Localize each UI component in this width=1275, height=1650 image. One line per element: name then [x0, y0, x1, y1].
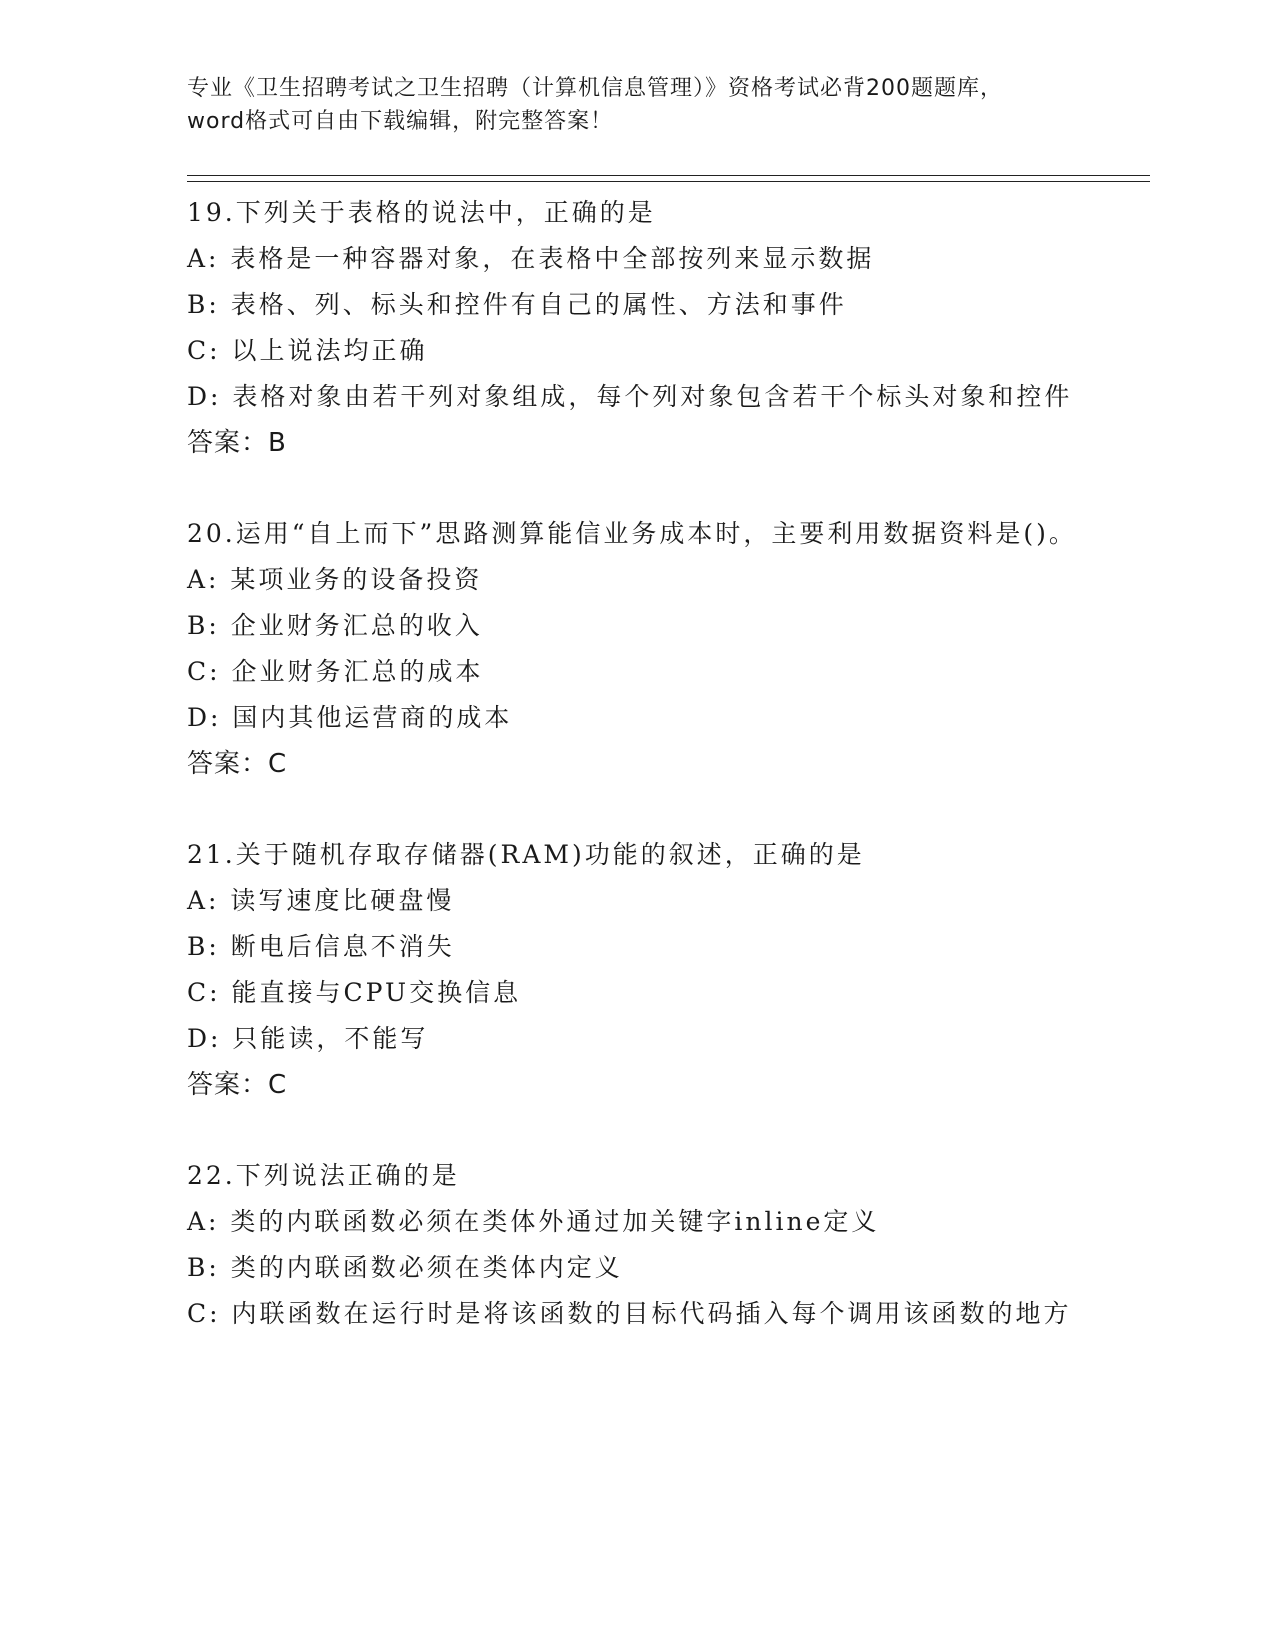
question-stem: 21.关于随机存取存储器(RAM)功能的叙述，正确的是	[187, 840, 865, 869]
header-divider-bottom	[187, 181, 1150, 182]
option-c: C: 能直接与CPU交换信息	[187, 978, 522, 1007]
option-a: A: 读写速度比硬盘慢	[187, 886, 455, 915]
option-c: C: 企业财务汇总的成本	[187, 657, 484, 686]
header-divider-top	[187, 175, 1150, 176]
option-b: B: 断电后信息不消失	[187, 932, 455, 961]
option-d: D: 表格对象由若干列对象组成，每个列对象包含若干个标头对象和控件	[187, 382, 1073, 411]
answer-line: 答案：C	[187, 1070, 288, 1100]
option-b: B: 表格、列、标头和控件有自己的属性、方法和事件	[187, 290, 847, 319]
option-d: D: 只能读，不能写	[187, 1024, 429, 1053]
option-c: C: 内联函数在运行时是将该函数的目标代码插入每个调用该函数的地方	[187, 1299, 1072, 1328]
question-21	[187, 832, 1077, 1108]
question-20	[187, 511, 1077, 787]
option-c: C: 以上说法均正确	[187, 336, 428, 365]
option-b: B: 类的内联函数必须在类体内定义	[187, 1253, 623, 1282]
question-stem: 20.运用“自上而下”思路测算能信业务成本时，主要利用数据资料是()。	[187, 519, 1077, 548]
question-list	[187, 190, 1077, 1382]
question-stem: 19.下列关于表格的说法中，正确的是	[187, 198, 656, 227]
option-b: B: 企业财务汇总的收入	[187, 611, 483, 640]
question-stem: 22.下列说法正确的是	[187, 1161, 460, 1190]
document-header	[187, 72, 1087, 138]
answer-line: 答案：B	[187, 428, 287, 458]
question-22	[187, 1153, 1077, 1337]
answer-line: 答案：C	[187, 749, 288, 779]
question-19	[187, 190, 1077, 466]
header-title-line-2: word格式可自由下载编辑，附完整答案！	[187, 109, 614, 134]
option-d: D: 国内其他运营商的成本	[187, 703, 513, 732]
header-title-line-1: 专业《卫生招聘考试之卫生招聘（计算机信息管理）》资格考试必背200题题库，	[187, 76, 1003, 101]
option-a: A: 表格是一种容器对象，在表格中全部按列来显示数据	[187, 244, 875, 273]
option-a: A: 类的内联函数必须在类体外通过加关键字inline定义	[187, 1207, 880, 1236]
option-a: A: 某项业务的设备投资	[187, 565, 483, 594]
